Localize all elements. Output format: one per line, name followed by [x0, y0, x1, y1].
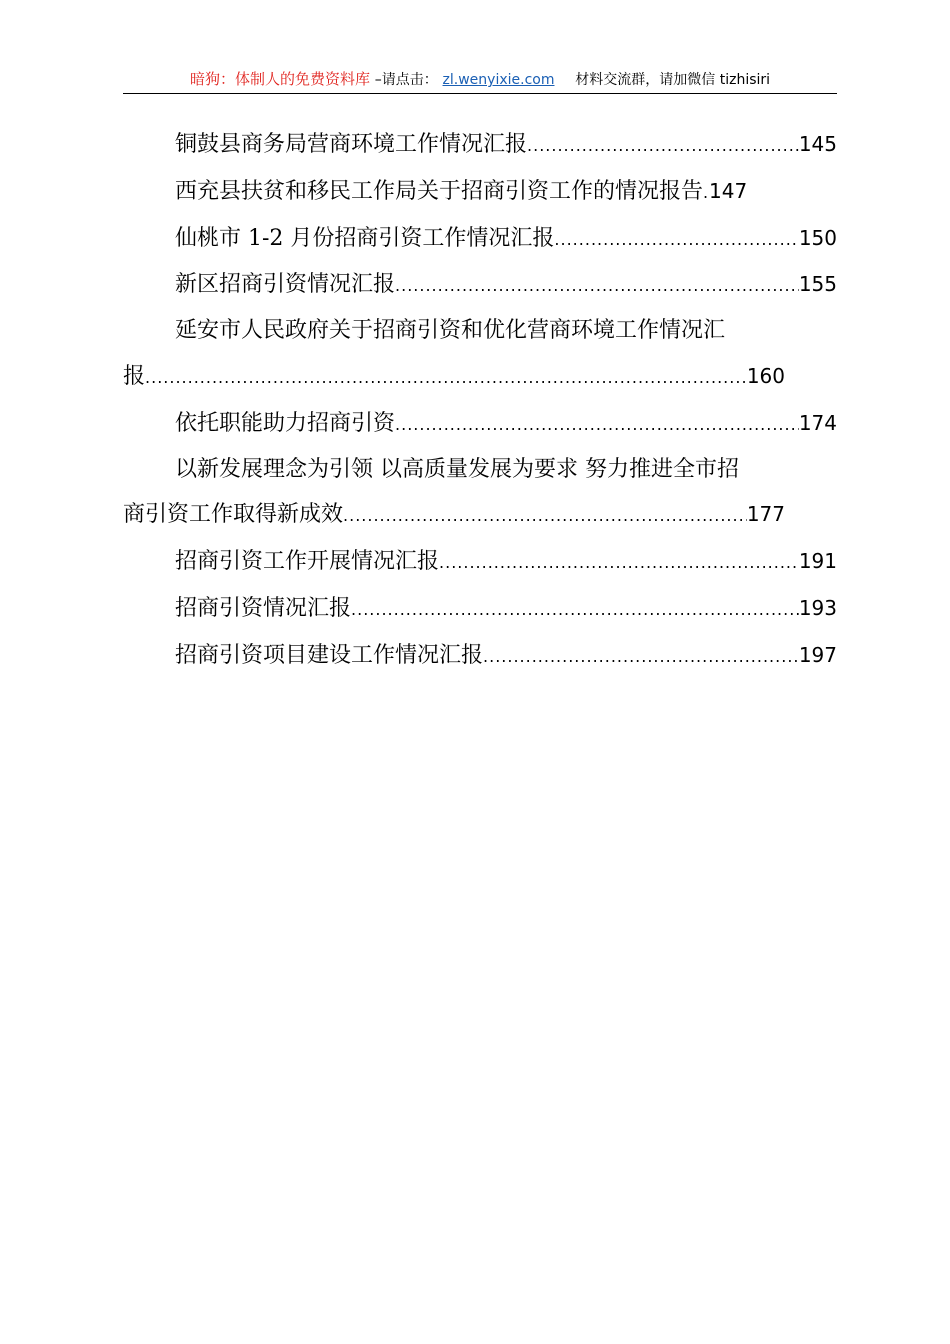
toc-entry[interactable]	[123, 216, 837, 263]
toc-entry-page: 174	[798, 410, 837, 435]
toc-entry-title: 延安市人民政府关于招商引资和优化营商环境工作情况汇	[175, 318, 726, 344]
header-link[interactable]: zl.wenyixie.com	[442, 72, 555, 88]
toc-entry[interactable]	[123, 122, 837, 169]
toc-entry-page: 150	[798, 225, 837, 250]
toc-entry-page: 160	[746, 363, 785, 388]
toc-leader-dots	[527, 124, 799, 169]
toc-entry-title: 招商引资情况汇报	[175, 595, 352, 621]
toc-entry-page: 155	[798, 272, 837, 297]
toc-entry[interactable]	[123, 633, 837, 680]
toc-entry-title: 仙桃市 1-2 月份招商引资工作情况汇报	[175, 225, 555, 251]
toc-entry-title: 新区招商引资情况汇报	[175, 272, 396, 298]
toc-entry-title: 依托职能助力招商引资	[175, 410, 396, 436]
table-of-contents	[123, 122, 837, 680]
toc-entry-page: 177	[746, 502, 785, 527]
toc-entry-page: 197	[798, 642, 837, 667]
toc-entry-title: 以新发展理念为引领 以高质量发展为要求 努力推进全市招	[175, 456, 739, 482]
toc-entry-title: 招商引资工作开展情况汇报	[175, 549, 440, 575]
toc-entry[interactable]	[123, 262, 837, 309]
toc-entry-title: 招商引资项目建设工作情况汇报	[175, 642, 484, 668]
toc-entry[interactable]	[123, 586, 837, 633]
toc-leader-dots	[351, 588, 799, 633]
toc-leader-dots	[395, 264, 799, 309]
toc-entry[interactable]	[123, 539, 837, 586]
toc-entry-page: 193	[798, 595, 837, 620]
page-header	[123, 66, 837, 94]
toc-leader-dots	[395, 403, 799, 448]
toc-entry-page: 191	[798, 549, 837, 574]
toc-entry-title: 铜鼓县商务局营商环境工作情况汇报	[175, 132, 528, 157]
toc-leader-dots	[439, 541, 799, 586]
toc-entry-title-continued: 报	[123, 363, 146, 389]
toc-entry[interactable]	[123, 309, 837, 401]
toc-leader-dots	[483, 635, 799, 680]
header-contact: 材料交流群，请加微信 tizhisiri	[575, 72, 771, 88]
toc-entry-title: 西充县扶贫和移民工作局关于招商引资工作的情况报告	[175, 178, 704, 204]
toc-leader-dots	[343, 494, 747, 539]
toc-entry-page: 145	[798, 132, 837, 156]
header-brand: 暗狗：体制人的免费资料库	[189, 70, 370, 88]
toc-entry-title-continued: 商引资工作取得新成效	[123, 502, 344, 528]
toc-leader-dots	[554, 218, 798, 263]
toc-entry[interactable]	[123, 401, 837, 448]
toc-entry[interactable]	[123, 169, 837, 216]
toc-entry[interactable]	[123, 448, 837, 540]
header-click-prompt: –请点击：	[374, 72, 438, 88]
toc-leader-dots	[145, 356, 747, 401]
toc-entry-page: 147	[709, 178, 748, 203]
